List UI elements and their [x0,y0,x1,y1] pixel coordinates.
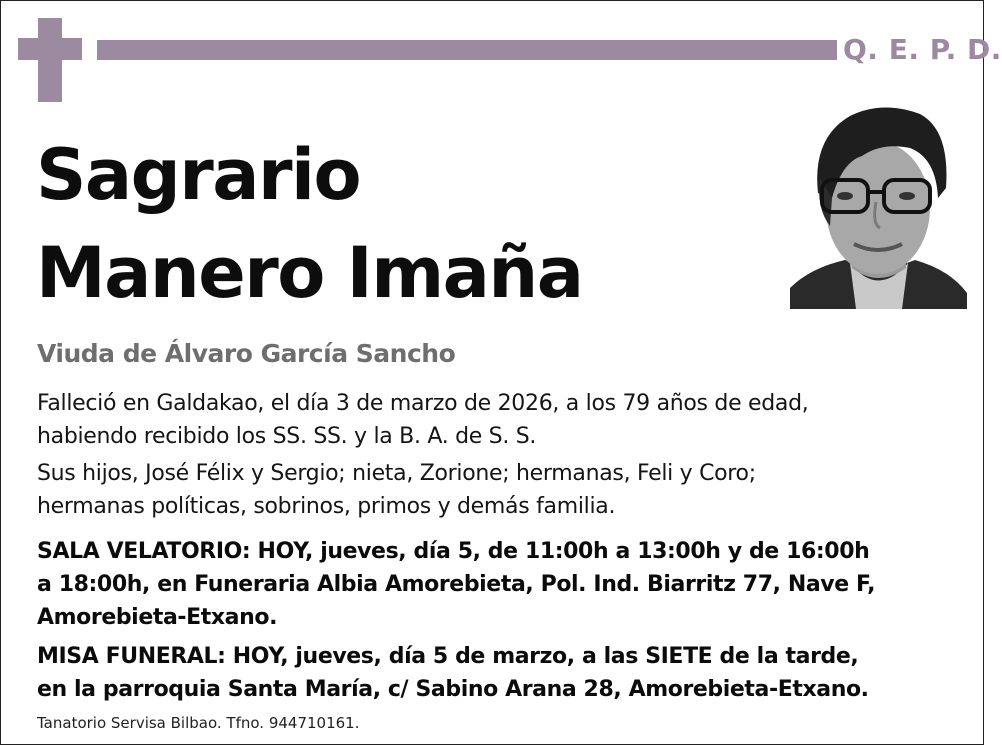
family-paragraph [37,457,756,523]
death-notice-line: Falleció en Galdakao, el día 3 de marzo de 2026, a los 79 años de edad, [37,391,809,416]
funeral-home-footer: Tanatorio Servisa Bilbao. Tfno. 944710161. [37,714,360,732]
cross-icon-bar [18,38,82,60]
death-notice-line: habiendo recibido los SS. SS. y la B. A. de S. S. [37,424,537,449]
funeral-mass-paragraph [37,640,869,706]
header-rule [97,40,837,60]
family-line: Sus hijos, José Félix y Sergio; nieta, Zorione; hermanas, Feli y Coro; [37,461,756,486]
deceased-portrait [790,98,967,309]
death-notice-paragraph [37,387,808,453]
funeral-mass-line: MISA FUNERAL: HOY, jueves, día 5 de marzo, a las SIETE de la tarde, [37,644,859,669]
deceased-surnames: Manero Imaña [36,232,583,314]
funeral-mass-line: en la parroquia Santa María, c/ Sabino Arana 28, Amorebieta-Etxano. [37,677,869,702]
deceased-first-name: Sagrario [36,134,361,216]
wake-line: a 18:00h, en Funeraria Albia Amorebieta, Pol. Ind. Biarritz 77, Nave F, [37,572,876,597]
wake-paragraph [37,535,875,634]
wake-line: SALA VELATORIO: HOY, jueves, día 5, de 11:00h a 13:00h y de 16:00h [37,539,870,564]
cross-icon [38,18,62,102]
widow-line: Viuda de Álvaro García Sancho [37,339,456,368]
wake-line: Amorebieta-Etxano. [37,605,278,630]
family-line: hermanas políticas, sobrinos, primos y demás familia. [37,494,616,519]
qepd-label: Q. E. P. D. [843,33,1002,66]
